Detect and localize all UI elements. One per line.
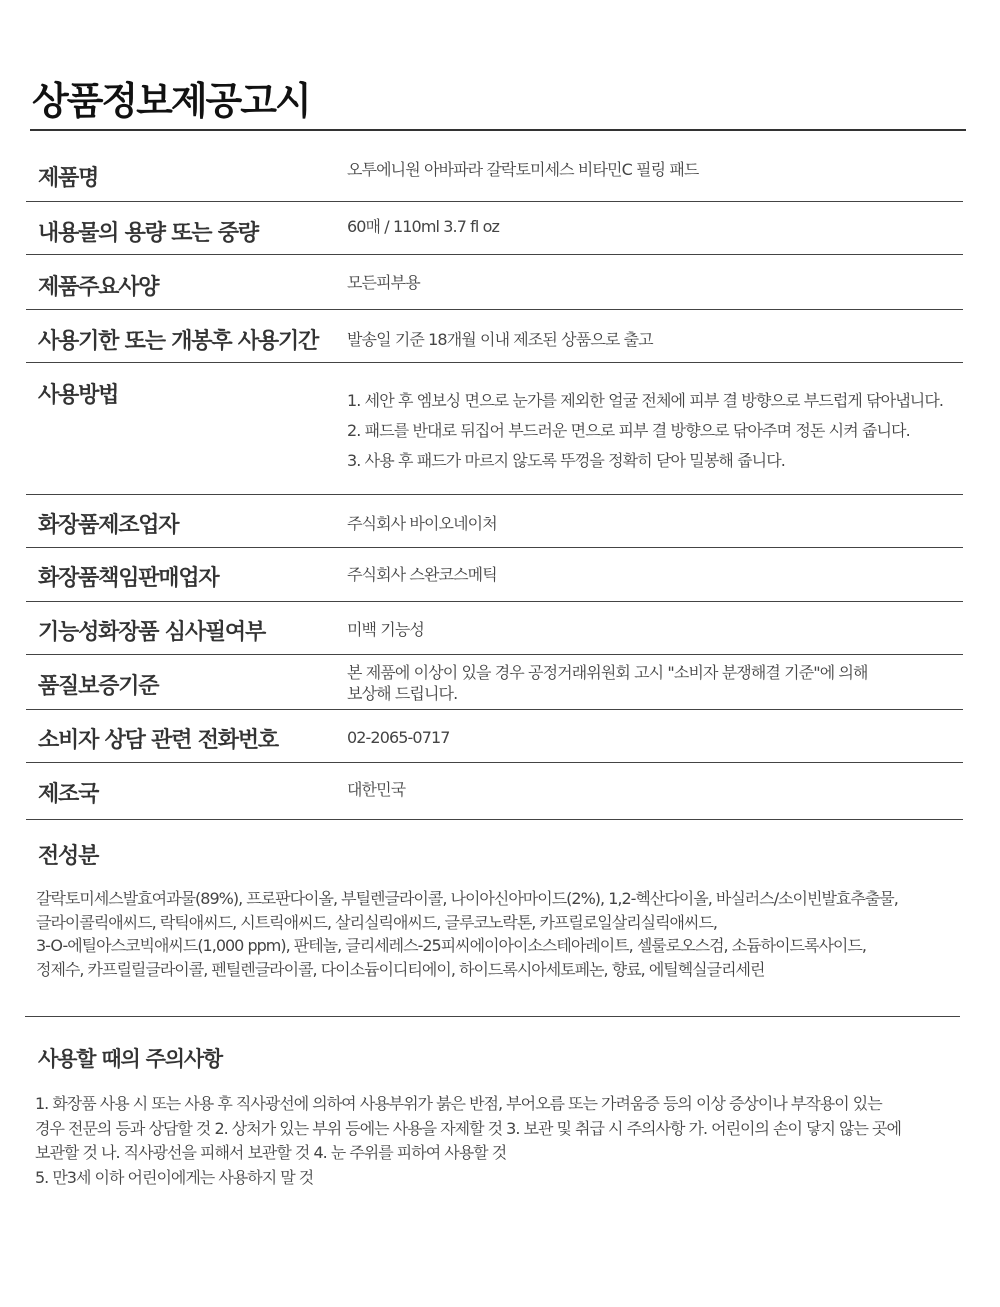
caution-line: 경우 전문의 등과 상담할 것 2. 상처가 있는 부위 등에는 사용을 자제할 것 3. 보관 및 취급 시 주의사항 가. 어린이의 손이 닿지 않는 곳에 bbox=[35, 1118, 901, 1138]
row-label: 제조국 bbox=[38, 782, 99, 807]
info-row-expiry bbox=[26, 310, 963, 363]
usage-step: 2. 패드를 반대로 뒤집어 부드러운 면으로 피부 결 방향으로 닦아주며 정돈 시켜 줍니다. bbox=[347, 421, 910, 440]
row-label: 제품주요사양 bbox=[38, 275, 159, 300]
row-label: 소비자 상담 관련 전화번호 bbox=[38, 728, 278, 753]
info-row-volume bbox=[26, 202, 963, 255]
row-value: 60매 / 110ml 3.7 fl oz bbox=[347, 217, 500, 236]
row-value: 주식회사 스완코스메틱 bbox=[347, 565, 497, 584]
ingredients-line: 갈락토미세스발효여과물(89%), 프로판다이올, 부틸렌글라이콜, 나이아신아마이드(2%), 1,2-헥산다이올, 바실러스/소이빈발효추출물, bbox=[36, 889, 898, 908]
ingredients-list bbox=[36, 887, 966, 981]
ingredients-line: 정제수, 카프릴릴글라이콜, 펜틸렌글라이콜, 다이소듐이디티에이, 하이드록시아세토페논, 향료, 에틸헥실글리세린 bbox=[36, 959, 765, 979]
info-row-distributor bbox=[26, 548, 963, 602]
row-divider bbox=[26, 819, 963, 820]
usage-step: 3. 사용 후 패드가 마르지 않도록 뚜껑을 정확히 닫아 밀봉해 줍니다. bbox=[347, 451, 785, 470]
info-row-functional bbox=[26, 602, 963, 655]
row-value: 미백 기능성 bbox=[347, 620, 424, 639]
row-label: 사용기한 또는 개봉후 사용기간 bbox=[38, 329, 319, 354]
caution-line: 5. 만3세 이하 어린이에게는 사용하지 말 것 bbox=[35, 1167, 314, 1187]
row-label: 기능성화장품 심사필여부 bbox=[38, 620, 266, 645]
info-row-quality bbox=[26, 655, 963, 710]
info-row-phone bbox=[26, 710, 963, 763]
caution-line: 1. 화장품 사용 시 또는 사용 후 직사광선에 의하여 사용부위가 붉은 반점, 부어오름 또는 가려움증 등의 이상 증상이나 부작용이 있는 bbox=[35, 1094, 882, 1113]
row-value: 주식회사 바이오네이처 bbox=[347, 514, 497, 533]
usage-steps bbox=[347, 386, 943, 476]
info-row-usage bbox=[26, 363, 963, 495]
phone-number: 02-2065-0717 bbox=[347, 728, 450, 747]
ingredients-line: 글라이콜릭애씨드, 락틱애씨드, 시트릭애씨드, 살리실릭애씨드, 글루코노락톤, 카프릴로일살리실릭애씨드, bbox=[36, 912, 718, 932]
row-label: 내용물의 용량 또는 중량 bbox=[38, 221, 258, 246]
info-row-manufacturer bbox=[26, 495, 963, 548]
quality-line: 보상해 드립니다. bbox=[347, 684, 458, 703]
row-value: 모든피부용 bbox=[347, 273, 420, 292]
ingredients-line: 3-O-에틸아스코빅애씨드(1,000 ppm), 판테놀, 글리세레스-25피씨에이아이소스테아레이트, 셀룰로오스검, 소듐하이드록사이드, bbox=[36, 936, 866, 955]
row-value: 발송일 기준 18개월 이내 제조된 상품으로 출고 bbox=[347, 330, 653, 349]
usage-step: 1. 세안 후 엠보싱 면으로 눈가를 제외한 얼굴 전체에 피부 결 방향으로 부드럽게 닦아냅니다. bbox=[347, 391, 944, 410]
caution-title: 사용할 때의 주의사항 bbox=[38, 1047, 222, 1071]
row-value: 오투에니원 아바파라 갈락토미세스 비타민C 필링 패드 bbox=[347, 160, 699, 179]
quality-line: 본 제품에 이상이 있을 경우 공정거래위원회 고시 "소비자 분쟁해결 기준"에 의해 bbox=[347, 663, 868, 682]
row-label: 화장품제조업자 bbox=[38, 513, 179, 538]
quality-text bbox=[347, 662, 868, 704]
row-label: 화장품책임판매업자 bbox=[38, 566, 219, 591]
info-row-country bbox=[26, 763, 963, 820]
caution-text bbox=[35, 1092, 965, 1190]
page-title: 상품정보제공고시 bbox=[32, 79, 310, 123]
row-value: 대한민국 bbox=[347, 780, 406, 799]
row-label: 제품명 bbox=[38, 166, 99, 191]
ingredients-title: 전성분 bbox=[38, 844, 99, 869]
row-label: 품질보증기준 bbox=[38, 674, 159, 699]
info-row-specs bbox=[26, 255, 963, 310]
caution-line: 보관할 것 나. 직사광선을 피해서 보관할 것 4. 눈 주위를 피하여 사용할 것 bbox=[35, 1143, 507, 1162]
info-row-product-name bbox=[26, 131, 963, 202]
row-label: 사용방법 bbox=[38, 383, 119, 408]
section-divider bbox=[25, 1016, 960, 1017]
